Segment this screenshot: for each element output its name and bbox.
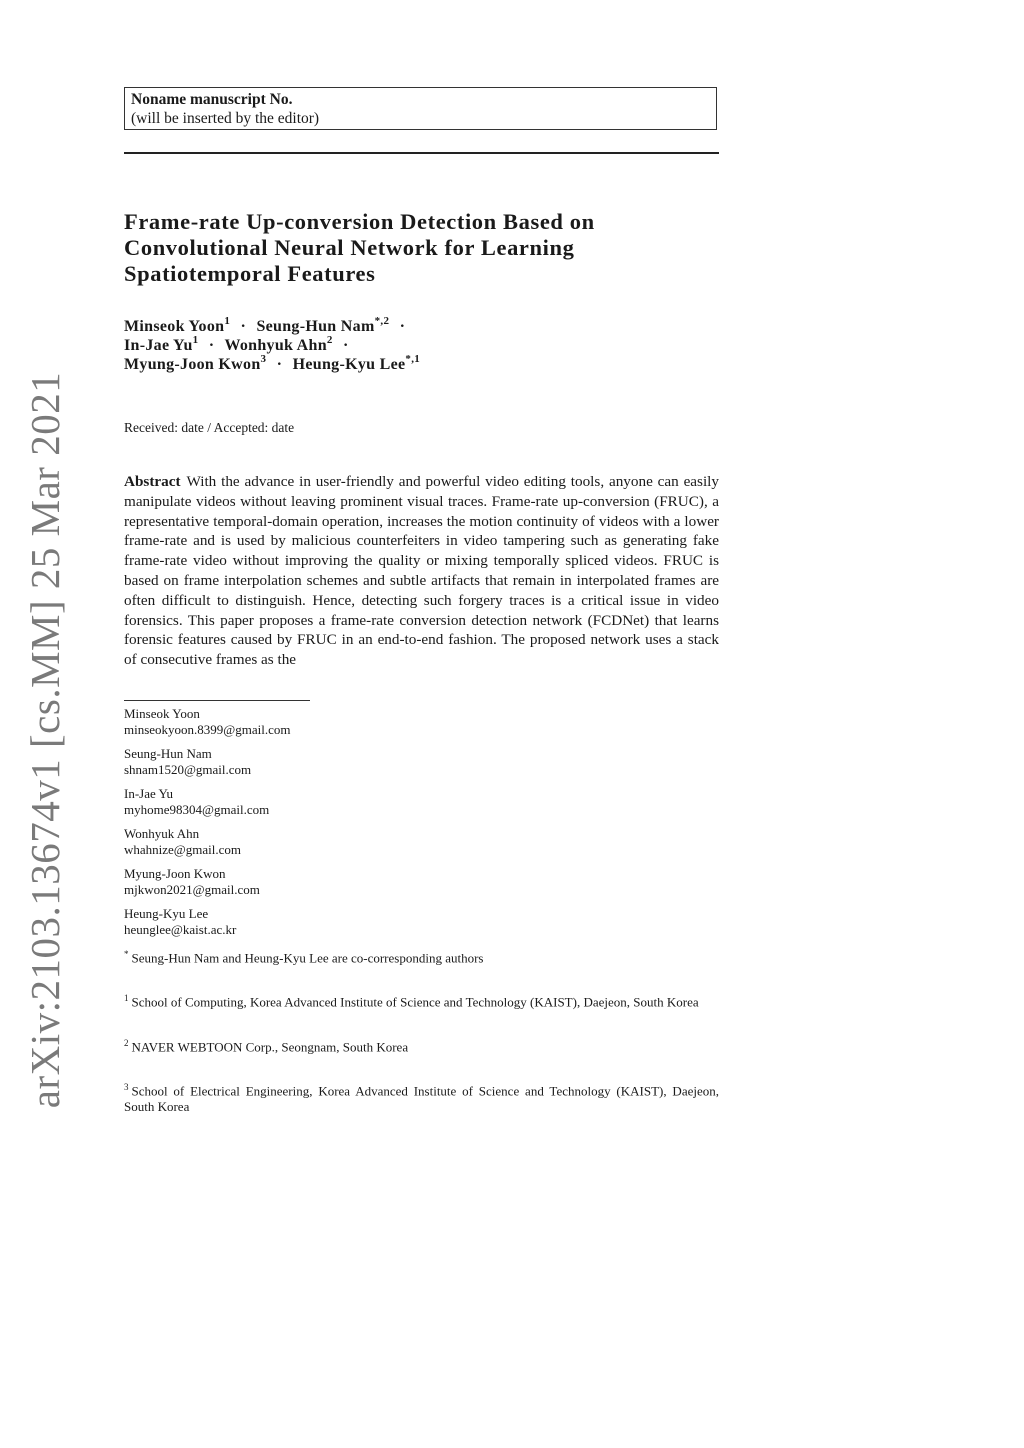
author-name: Wonhyuk Ahn	[224, 337, 327, 354]
author-name: Heung-Kyu Lee	[292, 356, 406, 373]
header-divider	[124, 152, 719, 154]
manuscript-note: (will be inserted by the editor)	[131, 110, 320, 127]
contact-email: minseokyoon.8399@gmail.com	[124, 722, 291, 737]
note-text: School of Electrical Engineering, Korea Advanced Institute of Science and Technology (KAIST), Daejeon, South Korea	[124, 1083, 719, 1115]
note-mark: 3	[124, 1081, 129, 1092]
contact-name: Wonhyuk Ahn	[124, 826, 200, 841]
author-name: Myung-Joon Kwon	[124, 356, 261, 373]
note-text: NAVER WEBTOON Corp., Seongnam, South Korea	[131, 1038, 409, 1054]
author-affiliation-mark: 1	[224, 314, 231, 327]
note-text: School of Computing, Korea Advanced Institute of Science and Technology (KAIST), Daejeon, South Korea	[131, 994, 699, 1010]
affiliation-note	[124, 1035, 719, 1055]
arxiv-stamp: arXiv:2103.13674v1 [cs.MM] 25 Mar 2021	[22, 371, 68, 1109]
author-line	[124, 333, 724, 355]
note-mark: *	[124, 949, 129, 959]
author-line	[124, 352, 724, 374]
author-contact	[124, 746, 719, 778]
author-name: Minseok Yoon	[124, 318, 225, 335]
contact-email: shnam1520@gmail.com	[124, 762, 252, 777]
abstract-label: Abstract	[124, 473, 181, 490]
contact-email: whahnize@gmail.com	[124, 842, 242, 857]
contact-name: Minseok Yoon	[124, 706, 200, 721]
author-affiliation-mark: *,1	[405, 352, 421, 365]
contact-name: In-Jae Yu	[124, 786, 173, 801]
manuscript-label: Noname manuscript No.	[131, 91, 293, 108]
footnotes	[124, 706, 719, 1139]
title-line: Spatiotemporal Features	[124, 261, 376, 286]
author-line	[124, 314, 724, 336]
author-separator: ·	[208, 337, 215, 354]
contact-email: mjkwon2021@gmail.com	[124, 882, 260, 897]
author-contact	[124, 786, 719, 818]
author-contact	[124, 706, 719, 738]
contact-email: myhome98304@gmail.com	[124, 802, 270, 817]
paper-title	[124, 209, 724, 287]
contact-name: Heung-Kyu Lee	[124, 906, 209, 921]
contact-name: Myung-Joon Kwon	[124, 866, 226, 881]
author-separator: ·	[343, 337, 349, 354]
author-separator: ·	[276, 356, 283, 373]
manuscript-box	[124, 87, 717, 130]
contact-email: heunglee@kaist.ac.kr	[124, 922, 237, 937]
contact-name: Seung-Hun Nam	[124, 746, 212, 761]
author-affiliation-mark: *,2	[374, 314, 390, 327]
abstract	[124, 472, 719, 670]
corresponding-author-note	[124, 946, 719, 966]
author-contact	[124, 906, 719, 938]
note-mark: 1	[124, 993, 129, 1004]
footnote-divider	[124, 700, 310, 701]
abstract-text: With the advance in user-friendly and powerful video editing tools, anyone can easily manipulate videos without leaving prominent visual traces. Frame-rate up-conversion (FRUC), a representative temporal-domain operation, increases the motion continuity of videos with a lower frame-rate and is used by malicious counterfeiters in video tampering such as generating fake frame-rate video without improving the quality or mixing temporally spliced videos. FRUC is based on frame interpolation schemes and subtle artifacts that remain in interpolated frames are often difficult to distinguish. Hence, detecting such forgery traces is a critical issue in video forensics. This paper proposes a frame-rate conversion detection network (FCDNet) that learns forensic features caused by FRUC in an end-to-end fashion. The proposed network uses a stack of consecutive frames as the	[124, 473, 719, 669]
author-name: Seung-Hun Nam	[256, 318, 375, 335]
received-date: Received: date / Accepted: date	[124, 420, 295, 435]
author-separator: ·	[240, 318, 247, 335]
author-affiliation-mark: 1	[192, 333, 199, 346]
note-mark: 2	[124, 1037, 129, 1048]
affiliation-note	[124, 990, 719, 1010]
author-contact	[124, 826, 719, 858]
author-separator: ·	[399, 318, 406, 335]
author-name: In-Jae Yu	[124, 337, 193, 354]
note-text: Seung-Hun Nam and Heung-Kyu Lee are co-corresponding authors	[131, 950, 484, 966]
title-line: Convolutional Neural Network for Learning	[124, 235, 575, 260]
author-contact	[124, 866, 719, 898]
author-affiliation-mark: 2	[326, 333, 333, 346]
affiliation-note	[124, 1079, 719, 1115]
title-line: Frame-rate Up-conversion Detection Based on	[124, 209, 595, 234]
author-affiliation-mark: 3	[260, 352, 267, 365]
author-list	[124, 314, 724, 374]
